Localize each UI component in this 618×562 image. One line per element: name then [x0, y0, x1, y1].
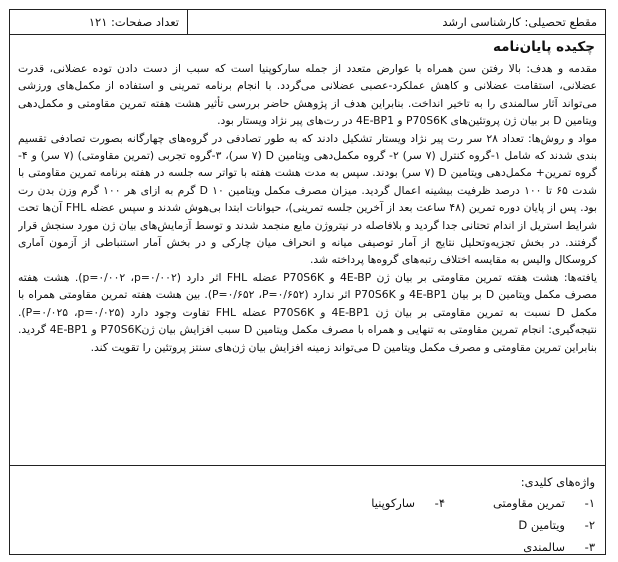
abstract-body: [18, 60, 597, 438]
degree-label: مقطع تحصیلی: کارشناسی ارشد: [187, 10, 605, 34]
keywords-section: [20, 472, 595, 558]
page-title: چکیده پایان‌نامه: [492, 39, 595, 55]
info-header: [10, 10, 605, 35]
abstract-methods: مواد و روش‌ها: تعداد ۲۸ سر رت پیر نژاد ویستار تشکیل دادند که به طور تصادفی در گروه‌های چهارگانه بصورت تصادفی تقسیم بندی شدند که شامل ۱-گروه کنترل (۷ سر) ۲- گروه مکمل‌دهی ویتامین D (۷ سر)، ۳-گروه تجربی (تمرین مقاومتی) (۷ سر) و ۴- گروه تمرین+ مکمل‌دهی ویتامین D (۷ سر) بودند. سپس به مدت هشت هفته با تواتر سه جلسه در هفته برنامه تمرین مقاومتی با شدت ۶۵ تا ۱۰۰ درصد ظرفیت بیشینه اعمال گردید. میزان مصرف مکمل ویتامین D ۱۰ گرم به ازای هر ۱۰۰ گرم وزن بدن رت بود. پس از پایان دوره تمرین (۴۸ ساعت بعد از آخرین جلسه تمرینی)، حیوانات ابتدا بی‌هوش شدند و سپس عضله FHL آن‌ها تحت شرایط استریل از اندام تحتانی جدا گردید و بلافاصله در نیتروژن مایع منجمد شدند و توسط آزمایش‌های بیان ژن مورد سنجش قرار گرفتند. در بخش تجزیه‌وتحلیل نتایج از آمار توصیفی میانه و انحراف میان چارکی و در بخش آمار استنباطی از آزمون آماری کروسکال والیس به مقایسه اختلاف رتبه‌های گروه‌ها پرداخته شد.: [18, 131, 597, 267]
keyword-item: ۳-سالمندی: [523, 540, 595, 554]
keyword-item: ۲-ویتامین D: [518, 518, 595, 532]
abstract-results: یافته‌ها: هشت هفته تمرین مقاومتی بر بیان ژن 4E-BP و P70S6K عضله FHL اثر دارد (p=۰/۰۰۲ ،p=۰/۰۰۲). هشت هفته مصرف مکمل ویتامین D بر بیان 4E-BP1 و P70S6K اثر ندارد (P=۰/۶۵۲ ،P=۰/۶۵۲). بین هشت هفته تمرین مقاومتی همراه با مکمل D نسبت به تمرین مقاومتی بر بیان ژن 4E-BP1 و P70S6K عضله FHL تفاوت وجود دارد (P=۰/۰۲۵ ،p=۰/۰۲۵). نتیجه‌گیری: انجام تمرین مقاومتی به تنهایی و همراه با مصرف مکمل ویتامین D سبب افزایش بیان ژنP70S6K و 4E-BP1 گردید. بنابراین تمرین مقاومتی و مصرف مکمل ویتامین D می‌تواند زمینه افزایش بیان ژن‌های سنتز پروتئین را تقویت کند.: [18, 270, 597, 354]
keywords-list: [20, 492, 595, 558]
section-divider: [10, 465, 605, 466]
keyword-item: ۱-تمرین مقاومتی: [492, 496, 595, 510]
keywords-heading: واژه‌های کلیدی:: [520, 475, 595, 489]
page-count-label: تعداد صفحات: ۱۲۱: [88, 15, 179, 29]
abstract-page-frame: [9, 9, 606, 555]
abstract-introduction: مقدمه و هدف: بالا رفتن سن همراه با عوارض متعدد از جمله سارکوپنیا است که سبب از دست دادن توده عضلانی، قدرت عضلانی، استقامت عضلانی و کاهش عملکرد-عصبی عضلانی می‌گردد. با انجام برنامه تمرینی و استفاده از مکمل‌های ورزشی می‌تواند آثار سالمندی را به تاخیر انداخت. بنابراین هدف از پژوهش حاضر بررسی تأثیر هشت هفته تمرین مقاومتی و مکمل‌دهی ویتامین D بر بیان ژن پروتئین‌های P70S6K و 4E-BP1 در رت‌های پیر نژاد ویستار بود.: [18, 62, 597, 128]
keyword-item: ۴-سارکوپنیا: [371, 496, 445, 510]
